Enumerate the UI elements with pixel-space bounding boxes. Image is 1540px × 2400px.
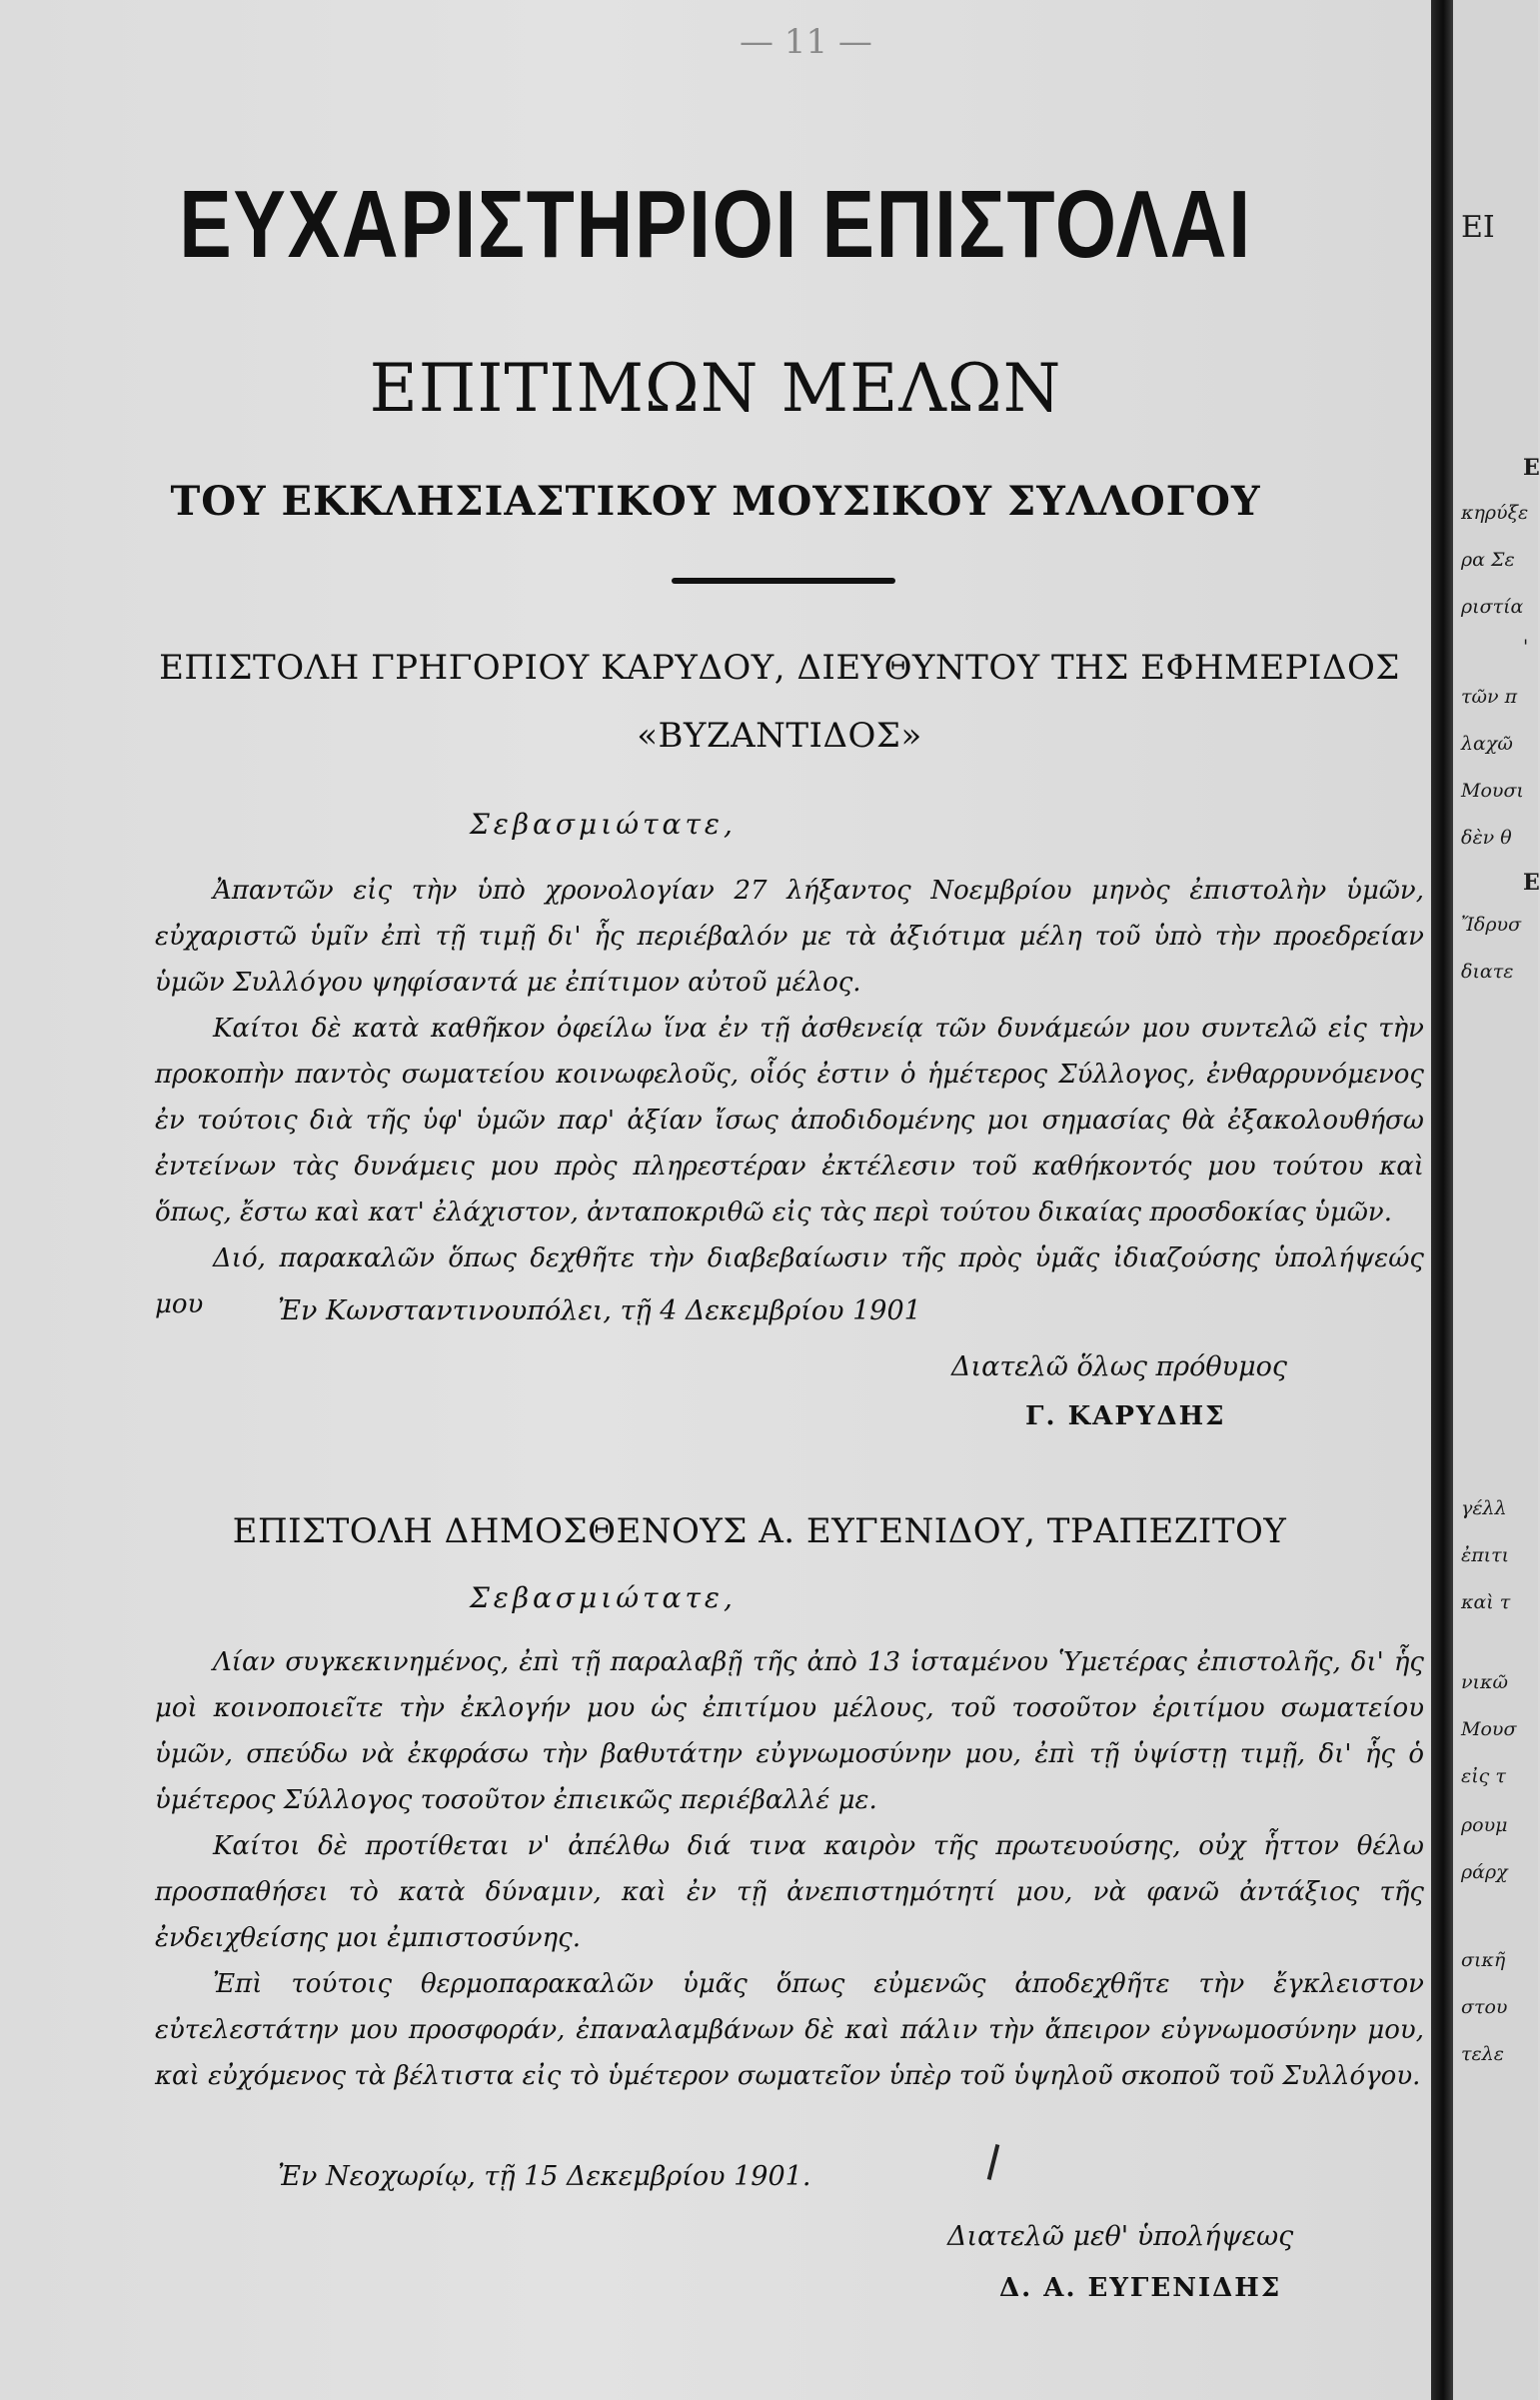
page-number: — 11 — — [740, 22, 872, 62]
next-page-fragment: Μουσι — [1461, 780, 1524, 802]
next-page-fragment: διατε — [1461, 961, 1514, 983]
letter2-paragraph-2: Καίτοι δὲ προτίθεται ν' ἀπέλθω διά τινα καιρὸν τῆς πρωτευούσης, οὐχ ἧττον θέλω προσπαθήσει τὸ κατὰ δύναμιν, καὶ ἐν τῇ ἀνεπιστημότητί μου, νὰ φανῶ ἀντάξιος τῆς ἐνδειχθείσης μοι ἐμπιστοσύνης. — [155, 1831, 1424, 1953]
page-title: ΕΥΧΑΡΙΣΤΗΡΙΟΙ ΕΠΙΣΤΟΛΑΙ — [179, 171, 1252, 278]
letter2-closing: Διατελῶ μεθ' ὑπολήψεως — [947, 2221, 1294, 2252]
letter1-paragraph-3: Διό, παρακαλῶν ὅπως δεχθῆτε τὴν διαβεβαίωσιν τῆς πρὸς ὑμᾶς ἰδιαζούσης ὑπολήψεώς μου — [155, 1243, 1424, 1319]
next-page-fragment: Ε — [1523, 870, 1540, 896]
next-page-fragment: καὶ τ — [1461, 1591, 1511, 1613]
letter2-paragraph-3: Ἐπὶ τούτοις θερμοπαρακαλῶν ὑμᾶς ὅπως εὐμενῶς ἀποδεχθῆτε τὴν ἔγκλειστον εὐτελεστάτην μου προσφοράν, ἐπαναλαμβάνων δὲ καὶ πάλιν τὴν ἄπειρον εὐγνωμοσύνην μου, καὶ εὐχόμενος τὰ βέλτιστα εἰς τὸ ὑμέτερον σωματεῖον ὑπὲρ τοῦ ὑψηλοῦ σκοποῦ τοῦ Συλλόγου. — [155, 1969, 1424, 2091]
page-subtitle: ΕΠΙΤΙΜΩΝ ΜΕΛΩΝ — [369, 350, 1062, 427]
letter1-body — [155, 868, 1424, 1327]
ink-stroke-mark — [987, 2144, 1000, 2180]
next-page-fragment: ' — [1523, 636, 1529, 658]
letter2-salutation: Σεβασμιώτατε, — [470, 1581, 737, 1614]
next-page-fragment: στου — [1461, 1996, 1508, 2018]
next-page-fragment: κηρύξε — [1461, 502, 1529, 524]
letter2-signature: Δ. Α. ΕΥΓΕΝΙΔΗΣ — [999, 2273, 1282, 2303]
next-page-fragment: ριστία — [1461, 596, 1524, 618]
letter1-salutation: Σεβασμιώτατε, — [470, 808, 737, 841]
letter2-heading: ΕΠΙΣΤΟΛΗ ΔΗΜΟΣΘΕΝΟΥΣ Α. ΕΥΓΕΝΙΔΟΥ, ΤΡΑΠΕΖΙΤΟΥ — [232, 1511, 1287, 1551]
next-page-fragment: ΕΙ — [1461, 210, 1495, 245]
book-spine-gutter — [1431, 0, 1453, 2400]
letter2-body — [155, 1639, 1424, 2099]
next-page-fragment: ἐπιτι — [1461, 1544, 1510, 1566]
next-page-fragment: λαχῶ — [1461, 733, 1513, 755]
next-page-fragment: σικῆ — [1461, 1949, 1506, 1971]
next-page-fragment: ρουμ — [1461, 1814, 1508, 1836]
next-page-fragment: ράρχ — [1461, 1861, 1508, 1883]
next-page-fragment: ρα Σε — [1461, 549, 1515, 571]
letter1-closing: Διατελῶ ὅλως πρόθυμος — [951, 1351, 1288, 1382]
next-page-fragment: τελε — [1461, 2043, 1504, 2065]
next-page-fragment: δὲν θ — [1461, 827, 1512, 849]
next-page-fragment: εἰς τ — [1461, 1765, 1506, 1787]
adjacent-page-edge — [1453, 0, 1538, 2400]
decorative-rule — [672, 578, 895, 584]
letter1-heading: ΕΠΙΣΤΟΛΗ ΓΡΗΓΟΡΙΟΥ ΚΑΡΥΔΟΥ, ΔΙΕΥΘΥΝΤΟΥ ΤΗΣ ΕΦΗΜΕΡΙΔΟΣ — [159, 648, 1400, 688]
next-page-fragment: νικῶ — [1461, 1671, 1508, 1693]
letter1-paragraph-2: Καίτοι δὲ κατὰ καθῆκον ὀφείλω ἵνα ἐν τῇ ἀσθενείᾳ τῶν δυνάμεών μου συντελῶ εἰς τὴν προκοπὴν παντὸς σωματείου κοινωφελοῦς, οἷός ἐστιν ὁ ἡμέτερος Σύλλογος, ἐνθαρρυνόμενος ἐν τούτοις διὰ τῆς ὑφ' ὑμῶν παρ' ἀξίαν ἴσως ἀποδιδομένης μοι σημασίας θὰ ἐξακολουθήσω ἐντείνων τὰς δυνάμεις μου πρὸς πληρεστέραν ἐκτέλεσιν τοῦ καθήκοντός μου τούτου καὶ ὅπως, ἔστω καὶ κατ' ἐλάχιστον, ἀνταποκριθῶ εἰς τὰς περὶ τούτου δικαίας προσδοκίας ὑμῶν. — [155, 1014, 1424, 1227]
next-page-fragment: Ε — [1523, 455, 1540, 481]
next-page-fragment: Ἴδρυσ — [1461, 914, 1522, 936]
next-page-fragment: τῶν π — [1461, 686, 1518, 708]
letter1-signature: Γ. ΚΑΡΥΔΗΣ — [1025, 1401, 1226, 1431]
letter2-place-date: Ἐν Νεοχωρίῳ, τῇ 15 Δεκεμβρίου 1901. — [278, 2161, 811, 2192]
letter1-place-date: Ἐν Κωνσταντινουπόλει, τῇ 4 Δεκεμβρίου 1901 — [278, 1295, 921, 1326]
letter2-paragraph-1: Λίαν συγκεκινημένος, ἐπὶ τῇ παραλαβῇ τῆς ἀπὸ 13 ἱσταμένου Ὑμετέρας ἐπιστολῆς, δι' ἧς μοὶ κοινοποιεῖτε τὴν ἐκλογήν μου ὡς ἐπιτίμου μέλους, τοῦ τοσοῦτον ἐριτίμου σωματείου ὑμῶν, σπεύδω νὰ ἐκφράσω τὴν βαθυτάτην εὐγνωμοσύνην μου, ἐπὶ τῇ ὑψίστῃ τιμῇ, δι' ἧς ὁ ὑμέτερος Σύλλογος τοσοῦτον ἐπιεικῶς περιέβαλλέ με. — [155, 1647, 1424, 1815]
next-page-fragment: Μουσ — [1461, 1718, 1517, 1740]
letter1-paragraph-1: Ἀπαντῶν εἰς τὴν ὑπὸ χρονολογίαν 27 λήξαντος Νοεμβρίου μηνὸς ἐπιστολὴν ὑμῶν, εὐχαριστῶ ὑμῖν ἐπὶ τῇ τιμῇ δι' ἧς περιέβαλόν με τὰ ἀξιότιμα μέλη τοῦ ὑπὸ τὴν προεδρείαν ὑμῶν Συλλόγου ψηφίσαντά με ἐπίτιμον αὐτοῦ μέλος. — [155, 876, 1424, 998]
society-name: ΤΟΥ ΕΚΚΛΗΣΙΑΣΤΙΚΟΥ ΜΟΥΣΙΚΟΥ ΣΥΛΛΟΓΟΥ — [170, 478, 1261, 525]
letter1-heading-newspaper: «ΒΥΖΑΝΤΙΔΟΣ» — [637, 716, 922, 756]
next-page-fragment: γέλλ — [1461, 1497, 1507, 1519]
